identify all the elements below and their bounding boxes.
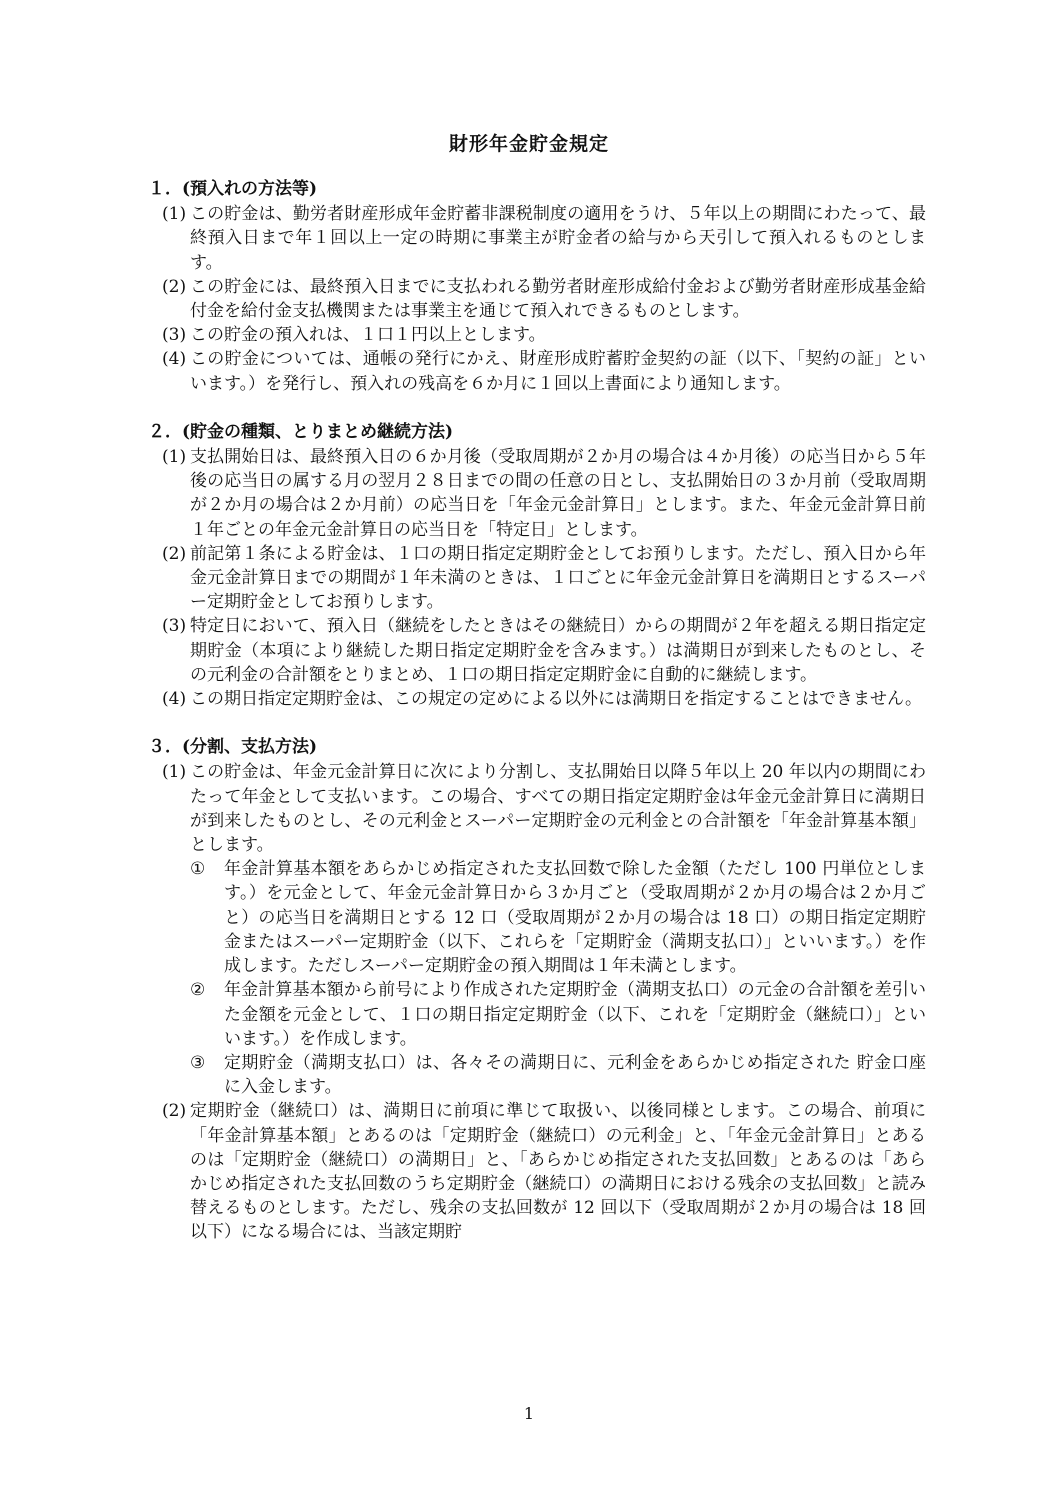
section-split-payment — [146, 735, 926, 1244]
clause-item — [146, 760, 926, 857]
clause-number: (3) — [162, 616, 187, 637]
clause-text: 特定日において、預入日（継続をしたときはその継続日）からの期間が２年を超える期日指定定期貯金（本項により継続した期日指定定期貯金を含みます。）は満期日が到来したものとし、その元利金の合計額をとりまとめ、１口の期日指定定期貯金に自動的に継続します。 — [190, 616, 926, 685]
clause-number: (1) — [162, 204, 187, 225]
sub-clause-number: ① — [190, 859, 206, 880]
clause-text: この貯金は、年金元金計算日に次により分割し、支払開始日以降５年以上 20 年以内の期間にわたって年金として支払います。この場合、すべての期日指定定期貯金は年金元金計算日に満期日が到来したものとし、その元利金とスーパー定期貯金の元利金との合計額を「年金計算基本額」とします。 — [190, 762, 927, 856]
document-title: 財形年金貯金規定 — [448, 133, 609, 155]
clause-item — [146, 445, 926, 542]
sub-clause-text: 定期貯金（満期支払口）は、各々その満期日に、元利金をあらかじめ指定された 貯金口座に入金します。 — [224, 1052, 926, 1098]
clause-text: この貯金には、最終預入日までに支払われる勤労者財産形成給付金および勤労者財産形成基金給付金を給付金支払機関または事業主を通じて預入れできるものとします。 — [190, 276, 926, 322]
clause-item — [146, 614, 926, 687]
clause-item — [146, 347, 926, 395]
clause-text: 前記第１条による貯金は、１口の期日指定定期貯金としてお預りします。ただし、預入日から年金元金計算日までの期間が１年未満のときは、１口ごとに年金元金計算日を満期日とするスーパー定期貯金としてお預りします。 — [190, 543, 926, 613]
clause-item — [146, 275, 926, 323]
page-number: 1 — [523, 1404, 535, 1423]
clause-text: 支払開始日は、最終預入日の６か月後（受取周期が２か月の場合は４か月後）の応当日から５年後の応当日の属する月の翌月２８日までの間の任意の日とし、支払開始日の３か月前（受取周期が２か月の場合は２か月前）の応当日を「年金元金計算日」とします。また、年金元金計算日前１年ごとの年金元金計算日の応当日を「特定日」とします。 — [190, 447, 926, 540]
section-heading: ３．(分割、支払方法) — [148, 737, 318, 758]
clause-number: (1) — [162, 447, 187, 468]
section-deposit-method — [146, 177, 926, 396]
clause-number: (4) — [162, 349, 187, 370]
clause-text: この貯金については、通帳の発行にかえ、財産形成貯蓄貯金契約の証（以下、「契約の証」といいます。）を発行し、預入れの残高を６か月に１回以上書面により通知します。 — [190, 349, 926, 394]
clause-text: 定期貯金（継続口）は、満期日に前項に準じて取扱い、以後同様とします。この場合、前項に「年金計算基本額」とあるのは「定期貯金（継続口）の元利金」と、「年金元金計算日」とあるのは「定期貯金（継続口）の満期日」と、「あらかじめ指定された支払回数」とあるのは「あらかじめ指定された支払回数のうち定期貯金（継続口）の満期日における残余の支払回数」と読み替えるものとします。ただし、残余の支払回数が 12 回以下（受取周期が２か月の場合は 18 回以下）になる場合には、当該定期貯 — [190, 1101, 926, 1243]
clause-number: (3) — [162, 325, 187, 346]
clause-item — [146, 687, 926, 711]
section-heading: １．(預入れの方法等) — [148, 179, 318, 199]
clause-number: (2) — [162, 276, 187, 297]
clause-item — [146, 202, 926, 275]
clause-text: この貯金の預入れは、１口１円以上とします。 — [190, 325, 546, 346]
clause-number: (2) — [162, 543, 187, 564]
clause-number: (2) — [162, 1101, 187, 1122]
sub-clause-item — [146, 857, 926, 978]
clause-item — [146, 323, 926, 347]
sub-clause-text: 年金計算基本額をあらかじめ指定された支払回数で除した金額（ただし 100 円単位とします。）を元金として、年金元金計算日から３か月ごと（受取周期が２か月の場合は２か月ごと）の応当日を満期日とする 12 口（受取周期が２か月の場合は 18 口）の期日指定定期貯金またはスーパー定期貯金（以下、これらを「定期貯金（満期支払口）」といいます。）を作成します。ただしスーパー定期貯金の預入期間は１年未満とします。 — [224, 859, 926, 977]
sub-clause-number: ② — [190, 980, 206, 1001]
clause-item — [146, 1099, 926, 1244]
sub-clause-text: 年金計算基本額から前号により作成された定期貯金（満期支払口）の元金の合計額を差引いた金額を元金として、１口の期日指定定期貯金（以下、これを「定期貯金（継続口）」といいます。）を作成します。 — [224, 980, 926, 1049]
clause-text: この期日指定定期貯金は、この規定の定めによる以外には満期日を指定することはできません。 — [190, 689, 923, 710]
sub-clause-number: ③ — [190, 1052, 206, 1073]
sub-clause-item — [146, 978, 926, 1051]
sub-clause-item — [146, 1051, 926, 1099]
document-body — [146, 177, 926, 1245]
clause-text: この貯金は、勤労者財産形成年金貯蓄非課税制度の適用をうけ、５年以上の期間にわたって、最終預入日まで年１回以上一定の時期に事業主が貯金者の給与から天引して預入れるものとします。 — [190, 204, 926, 273]
clause-number: (1) — [162, 762, 187, 783]
clause-item — [146, 542, 926, 615]
section-heading: ２．(貯金の種類、とりまとめ継続方法) — [148, 421, 454, 442]
section-deposit-types — [146, 420, 926, 711]
clause-number: (4) — [162, 689, 187, 710]
